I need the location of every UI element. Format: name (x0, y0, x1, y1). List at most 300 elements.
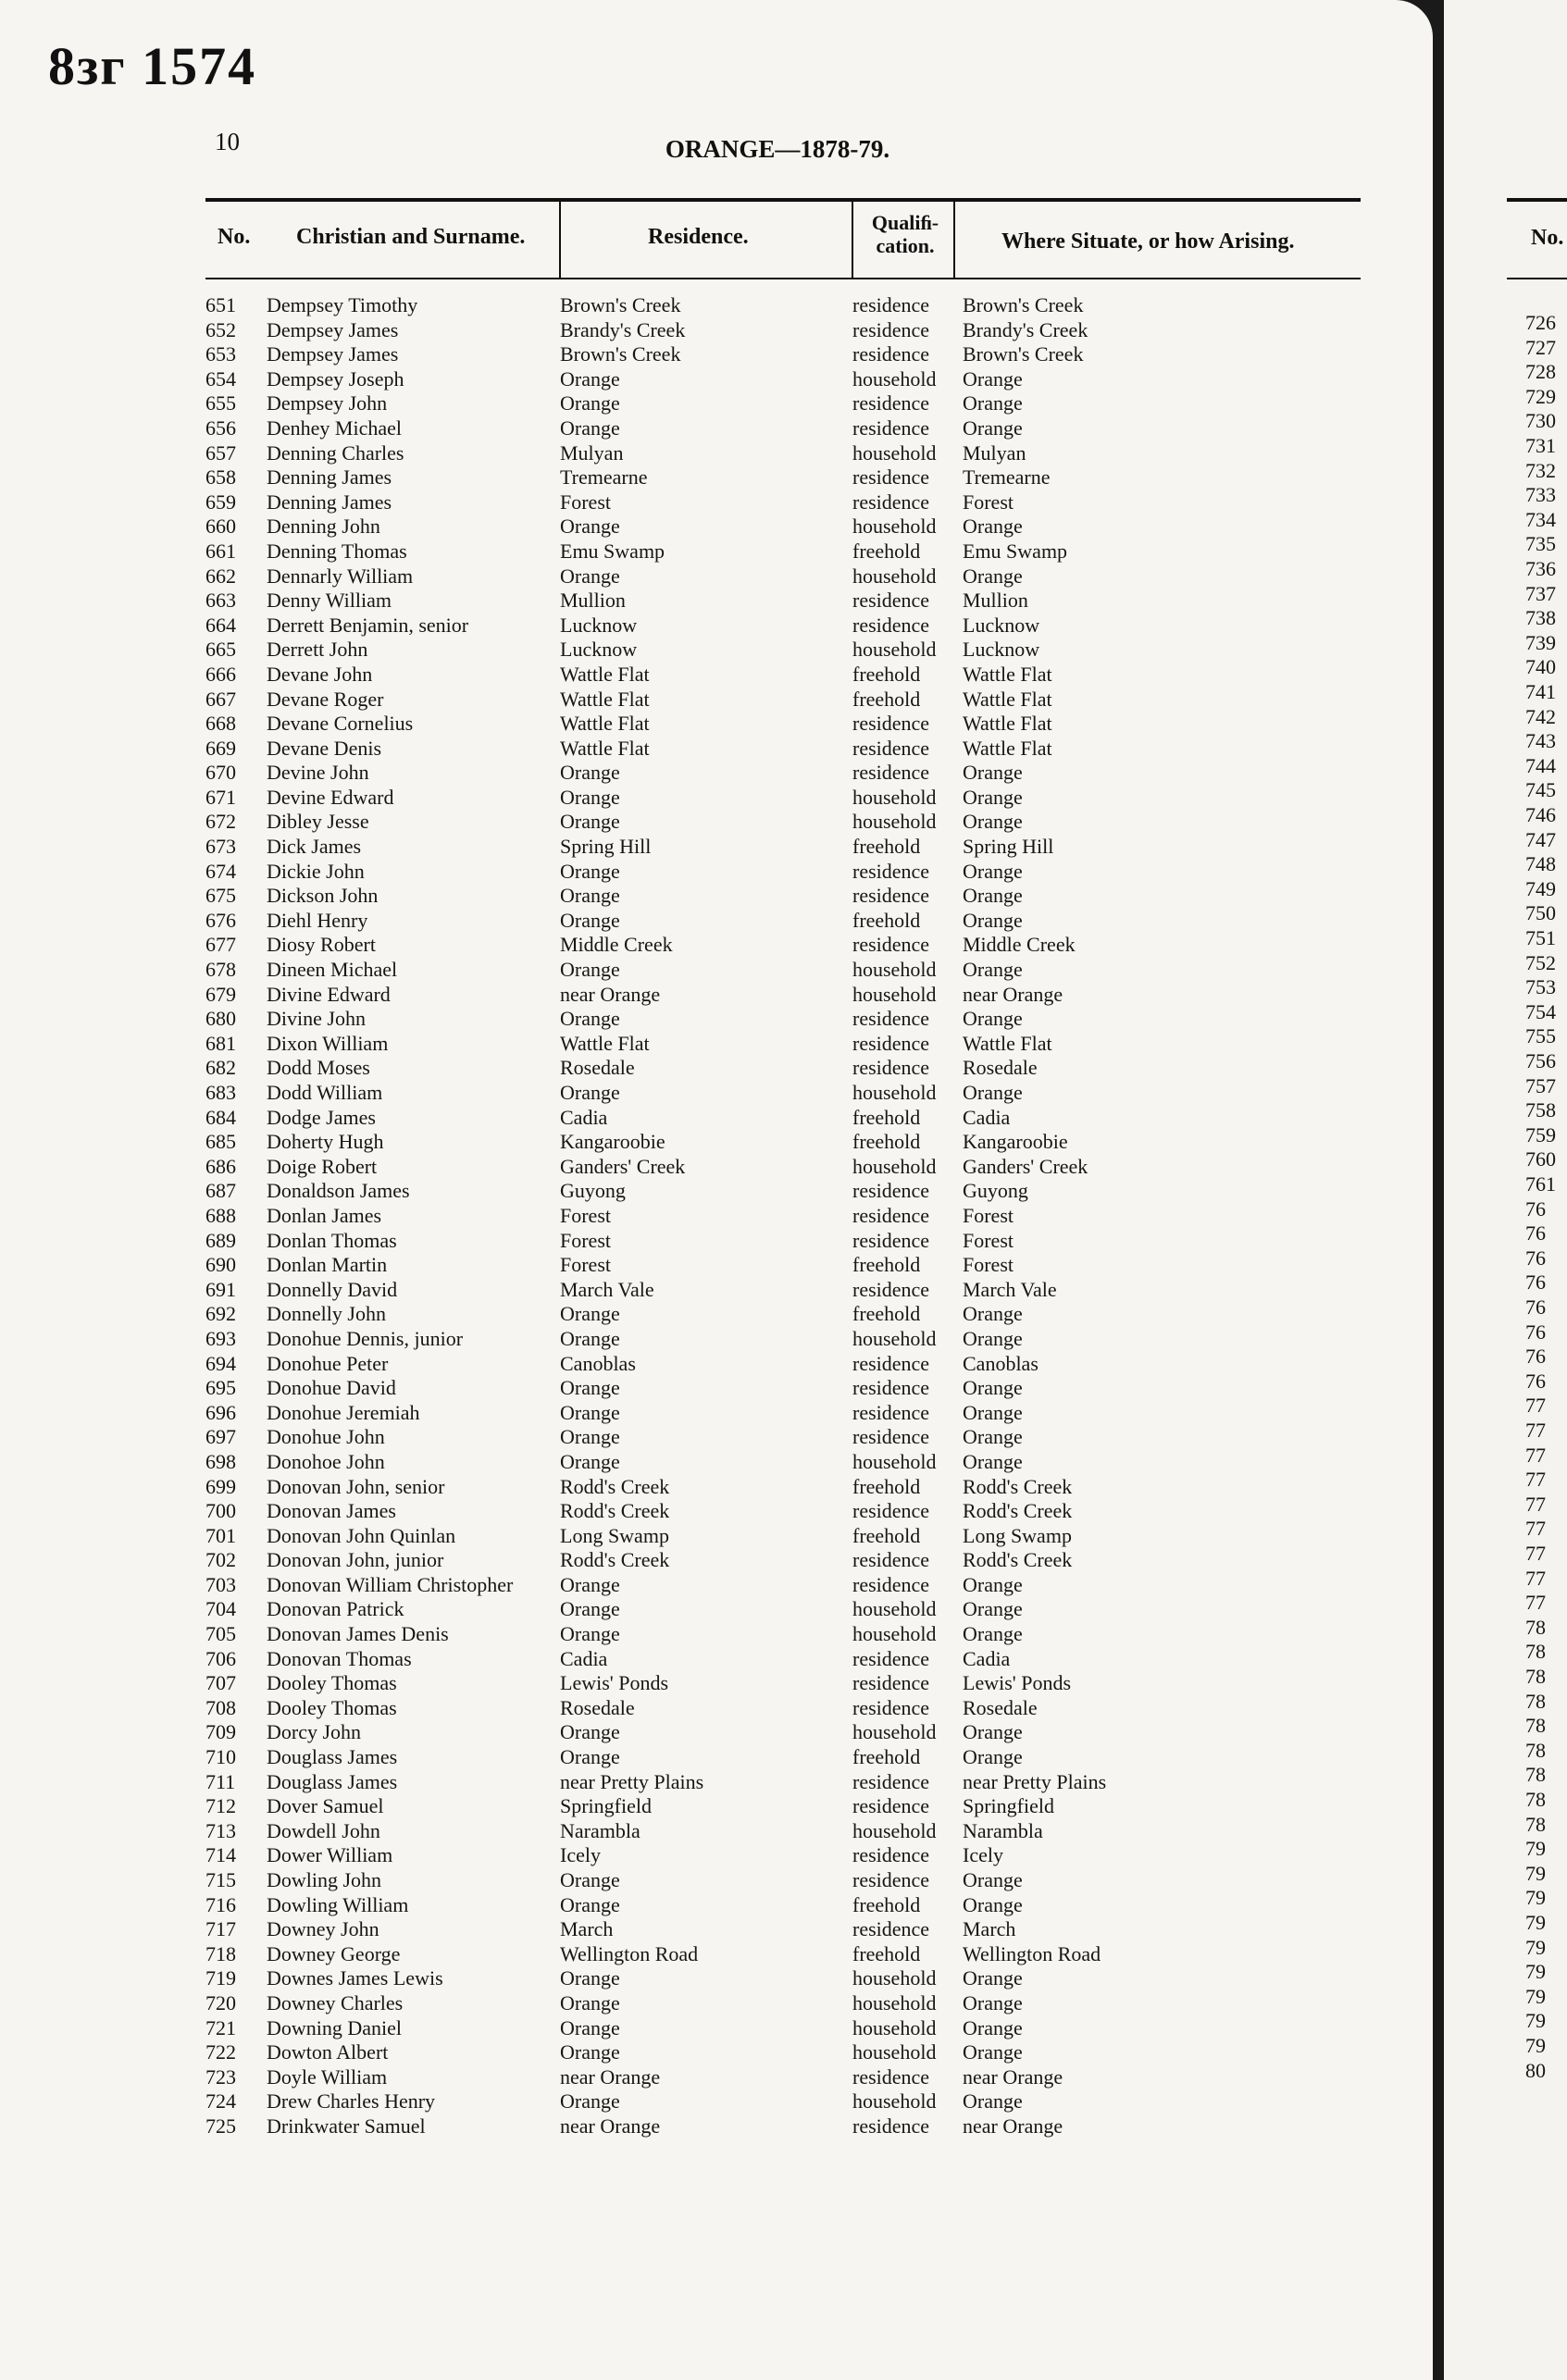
table-row (0, 1745, 1433, 1770)
header-where: Where Situate, or how Arising. (1001, 229, 1295, 254)
entry-name: Donohoe John (267, 1449, 385, 1473)
table-row (0, 490, 1433, 515)
table-row (0, 1573, 1433, 1598)
entry-where: March Vale (963, 1277, 1057, 1301)
entry-qualification: household (852, 1622, 937, 1646)
entry-residence: Middle Creek (560, 933, 673, 957)
entry-qualification: household (852, 638, 937, 662)
entry-number: 671 (205, 785, 236, 809)
table-row (0, 1991, 1433, 2016)
table-row (0, 1671, 1433, 1696)
entry-number: 652 (205, 317, 236, 341)
entry-qualification: freehold (852, 908, 921, 932)
table-row (0, 1007, 1433, 1032)
entry-qualification: residence (852, 1868, 930, 1891)
right-entry-number: 78 (1525, 1738, 1546, 1762)
entry-where: Orange (963, 1081, 1023, 1104)
entry-residence: Wattle Flat (560, 1031, 650, 1055)
entry-name: Dover Samuel (267, 1794, 384, 1818)
entry-name: Donovan Patrick (267, 1597, 404, 1621)
entry-qualification: residence (852, 1917, 930, 1941)
right-entry-number: 739 (1525, 630, 1556, 654)
entry-where: Icely (963, 1843, 1003, 1867)
entry-qualification: residence (852, 1425, 930, 1449)
column-divider (559, 198, 561, 279)
entry-number: 692 (205, 1302, 236, 1326)
entry-qualification: residence (852, 465, 930, 490)
entry-number: 689 (205, 1228, 236, 1252)
entry-name: Donlan Thomas (267, 1228, 397, 1252)
entry-qualification: residence (852, 1572, 930, 1596)
right-entry-number: 741 (1525, 680, 1556, 703)
right-entry-number: 752 (1525, 950, 1556, 974)
entry-residence: Rodd's Creek (560, 1499, 670, 1523)
entry-number: 678 (205, 958, 236, 982)
entry-where: Wattle Flat (963, 687, 1052, 711)
right-entry-number: 77 (1525, 1542, 1546, 1565)
entry-where: Brandy's Creek (963, 317, 1088, 341)
right-entry-number: 757 (1525, 1073, 1556, 1097)
entry-residence: Orange (560, 1302, 620, 1326)
entry-where: Forest (963, 490, 1014, 514)
entry-name: Denning Charles (267, 440, 404, 465)
right-entry-number: 76 (1525, 1345, 1546, 1369)
entry-name: Dowdell John (267, 1818, 380, 1842)
entry-where: Orange (963, 1990, 1023, 2014)
entry-qualification: residence (852, 761, 930, 785)
right-entry-number: 727 (1525, 335, 1556, 359)
table-row (0, 2016, 1433, 2041)
entry-residence: Orange (560, 2089, 620, 2113)
entry-where: Brown's Creek (963, 342, 1084, 366)
entry-name: Downey George (267, 1941, 401, 1965)
entry-residence: Icely (560, 1843, 601, 1867)
entry-qualification: freehold (852, 1523, 921, 1547)
entry-where: near Orange (963, 2113, 1063, 2138)
table-row (0, 1622, 1433, 1647)
right-entry-number: 736 (1525, 557, 1556, 580)
entry-residence: Orange (560, 415, 620, 440)
entry-number: 663 (205, 589, 236, 613)
entry-name: Donlan James (267, 1203, 382, 1227)
table-row (0, 1475, 1433, 1500)
entry-number: 675 (205, 884, 236, 908)
table-row (0, 1327, 1433, 1352)
right-entry-number: 79 (1525, 2009, 1546, 2033)
right-entry-number: 79 (1525, 1886, 1546, 1910)
entry-where: Wattle Flat (963, 1031, 1052, 1055)
entry-qualification: residence (852, 613, 930, 637)
table-row (0, 465, 1433, 490)
entry-qualification: household (852, 366, 937, 390)
entry-where: Wellington Road (963, 1941, 1101, 1965)
entry-where: Orange (963, 1400, 1023, 1424)
entry-number: 719 (205, 1966, 236, 1990)
entry-residence: Cadia (560, 1646, 608, 1670)
table-row (0, 2065, 1433, 2090)
entry-where: Orange (963, 1007, 1023, 1031)
right-entry-number: 77 (1525, 1492, 1546, 1516)
table-row (0, 761, 1433, 786)
entry-number: 700 (205, 1499, 236, 1523)
entry-where: Orange (963, 1572, 1023, 1596)
entry-qualification: residence (852, 317, 930, 341)
entry-number: 710 (205, 1745, 236, 1769)
entry-qualification: freehold (852, 1302, 921, 1326)
entry-number: 683 (205, 1081, 236, 1104)
entry-residence: near Orange (560, 982, 661, 1006)
entry-number: 711 (205, 1769, 236, 1793)
entry-residence: Orange (560, 1622, 620, 1646)
table-row (0, 589, 1433, 614)
entry-residence: Orange (560, 1745, 620, 1769)
right-entry-number: 746 (1525, 803, 1556, 826)
entry-qualification: residence (852, 1794, 930, 1818)
right-entry-number: 758 (1525, 1098, 1556, 1122)
entry-residence: Orange (560, 391, 620, 415)
entry-where: Rosedale (963, 1056, 1038, 1080)
entry-number: 679 (205, 982, 236, 1006)
entry-name: Donovan John, senior (267, 1474, 445, 1498)
entry-qualification: household (852, 1597, 937, 1621)
entry-where: Orange (963, 1745, 1023, 1769)
entry-name: Dempsey James (267, 342, 399, 366)
entry-number: 722 (205, 2040, 236, 2064)
entry-where: Mullion (963, 589, 1028, 613)
entry-residence: Brandy's Creek (560, 317, 686, 341)
table-row (0, 786, 1433, 811)
entry-residence: Wellington Road (560, 1941, 699, 1965)
table-row (0, 958, 1433, 983)
right-entry-number: 747 (1525, 827, 1556, 851)
right-entry-number: 754 (1525, 999, 1556, 1023)
entry-number: 716 (205, 1892, 236, 1916)
entry-where: Orange (963, 1892, 1023, 1916)
right-entry-number: 79 (1525, 1861, 1546, 1885)
entry-qualification: residence (852, 1228, 930, 1252)
entry-qualification: residence (852, 884, 930, 908)
entry-name: Drinkwater Samuel (267, 2113, 426, 2138)
entry-where: Orange (963, 908, 1023, 932)
right-entry-number: 744 (1525, 753, 1556, 777)
entry-where: Orange (963, 1449, 1023, 1473)
entry-name: Downey Charles (267, 1990, 404, 2014)
right-entry-number: 738 (1525, 606, 1556, 630)
right-entry-number: 759 (1525, 1122, 1556, 1147)
entry-where: Rodd's Creek (963, 1499, 1073, 1523)
entry-residence: Orange (560, 785, 620, 809)
entry-where: Orange (963, 884, 1023, 908)
entry-qualification: residence (852, 1769, 930, 1793)
right-entry-number: 733 (1525, 483, 1556, 507)
entry-residence: Orange (560, 859, 620, 883)
entry-qualification: household (852, 440, 937, 465)
entry-residence: Orange (560, 1081, 620, 1104)
entry-name: Donohue John (267, 1425, 385, 1449)
entry-name: Dickson John (267, 884, 379, 908)
entry-number: 666 (205, 662, 236, 686)
entry-qualification: residence (852, 1031, 930, 1055)
entry-qualification: freehold (852, 1130, 921, 1154)
right-entry-number: 77 (1525, 1591, 1546, 1615)
entry-name: Dempsey John (267, 391, 388, 415)
right-entry-number: 756 (1525, 1049, 1556, 1072)
entry-name: Donnelly John (267, 1302, 386, 1326)
entry-number: 685 (205, 1130, 236, 1154)
entry-where: Wattle Flat (963, 662, 1052, 686)
entry-qualification: household (852, 1818, 937, 1842)
entry-number: 682 (205, 1056, 236, 1080)
entry-residence: Spring Hill (560, 835, 652, 859)
entry-qualification: residence (852, 1695, 930, 1719)
entry-residence: Forest (560, 1253, 611, 1277)
table-row (0, 1179, 1433, 1204)
entry-qualification: household (852, 2089, 937, 2113)
entry-qualification: household (852, 982, 937, 1006)
entry-qualification: freehold (852, 1892, 921, 1916)
entry-where: Lucknow (963, 638, 1040, 662)
right-entry-number: 745 (1525, 778, 1556, 802)
archive-stamp: 8зг 1574 (48, 36, 257, 96)
entry-number: 720 (205, 1990, 236, 2014)
entry-residence: Wattle Flat (560, 687, 650, 711)
right-entry-number: 79 (1525, 2034, 1546, 2057)
entry-where: Orange (963, 415, 1023, 440)
entry-number: 660 (205, 514, 236, 539)
table-row (0, 1696, 1433, 1721)
entry-name: Devine Edward (267, 785, 394, 809)
table-row (0, 1106, 1433, 1131)
entry-where: Canoblas (963, 1351, 1038, 1375)
entry-qualification: residence (852, 2113, 930, 2138)
right-entry-number: 78 (1525, 1665, 1546, 1688)
table-row (0, 1229, 1433, 1254)
right-entry-number: 730 (1525, 409, 1556, 433)
column-divider (852, 198, 853, 279)
entry-number: 724 (205, 2089, 236, 2113)
table-row (0, 1794, 1433, 1819)
entry-where: Guyong (963, 1179, 1028, 1203)
right-header-no: No. (1531, 226, 1564, 250)
entry-residence: Orange (560, 2015, 620, 2039)
entry-residence: Orange (560, 1425, 620, 1449)
entry-where: Long Swamp (963, 1523, 1072, 1547)
table-row (0, 1499, 1433, 1524)
entry-qualification: residence (852, 391, 930, 415)
entry-where: Wattle Flat (963, 712, 1052, 736)
right-entry-number: 740 (1525, 655, 1556, 679)
entry-where: Wattle Flat (963, 736, 1052, 760)
entry-number: 701 (205, 1523, 236, 1547)
entry-qualification: household (852, 514, 937, 539)
right-entry-number: 76 (1525, 1196, 1546, 1221)
entry-residence: Wattle Flat (560, 712, 650, 736)
entry-residence: Lucknow (560, 638, 638, 662)
entry-residence: Lucknow (560, 613, 638, 637)
right-entry-number: 748 (1525, 852, 1556, 876)
right-entry-number: 731 (1525, 434, 1556, 457)
right-entry-number: 77 (1525, 1394, 1546, 1418)
entry-where: Orange (963, 391, 1023, 415)
entry-name: Downing Daniel (267, 2015, 403, 2039)
entry-number: 704 (205, 1597, 236, 1621)
entry-number: 662 (205, 564, 236, 588)
entry-where: Orange (963, 1868, 1023, 1891)
entry-qualification: freehold (852, 1105, 921, 1129)
entry-where: Forest (963, 1228, 1014, 1252)
entry-name: Divine Edward (267, 982, 391, 1006)
right-entry-number: 726 (1525, 311, 1556, 334)
entry-where: Cadia (963, 1646, 1011, 1670)
entry-qualification: residence (852, 1007, 930, 1031)
entry-number: 680 (205, 1007, 236, 1031)
entry-residence: Narambla (560, 1818, 640, 1842)
entry-residence: Rodd's Creek (560, 1474, 670, 1498)
entry-residence: Orange (560, 2040, 620, 2064)
entry-where: Narambla (963, 1818, 1043, 1842)
entry-name: Donaldson James (267, 1179, 410, 1203)
entry-number: 706 (205, 1646, 236, 1670)
entry-where: Orange (963, 859, 1023, 883)
right-entry-number: 76 (1525, 1320, 1546, 1344)
entry-where: Rosedale (963, 1695, 1038, 1719)
entry-name: Dowling John (267, 1868, 382, 1891)
entry-number: 697 (205, 1425, 236, 1449)
entry-number: 655 (205, 391, 236, 415)
entry-number: 651 (205, 293, 236, 316)
entry-number: 715 (205, 1868, 236, 1891)
entry-name: Donohue David (267, 1376, 396, 1400)
entry-qualification: freehold (852, 1253, 921, 1277)
entry-residence: March (560, 1917, 614, 1941)
entry-name: Donnelly David (267, 1277, 398, 1301)
table-row (0, 1376, 1433, 1401)
entry-number: 712 (205, 1794, 236, 1818)
entry-residence: Brown's Creek (560, 342, 681, 366)
right-entry-number: 76 (1525, 1295, 1546, 1319)
entry-name: Dempsey Timothy (267, 293, 418, 316)
entry-residence: Orange (560, 1966, 620, 1990)
entry-name: Donovan James (267, 1499, 396, 1523)
entry-number: 667 (205, 687, 236, 711)
entry-name: Derrett Benjamin, senior (267, 613, 469, 637)
entry-residence: Tremearne (560, 465, 648, 490)
entry-name: Devane Denis (267, 736, 382, 760)
entry-name: Douglass James (267, 1769, 398, 1793)
entry-number: 691 (205, 1277, 236, 1301)
entry-qualification: residence (852, 293, 930, 316)
entry-number: 657 (205, 440, 236, 465)
table-row (0, 1352, 1433, 1377)
entry-qualification: residence (852, 2064, 930, 2089)
entry-qualification: freehold (852, 1474, 921, 1498)
entry-residence: Orange (560, 514, 620, 539)
table-row (0, 638, 1433, 663)
table-row (0, 1917, 1433, 1942)
entry-residence: Forest (560, 490, 611, 514)
entry-number: 693 (205, 1326, 236, 1350)
entry-residence: Orange (560, 810, 620, 834)
entry-qualification: residence (852, 1646, 930, 1670)
right-entry-number: 78 (1525, 1812, 1546, 1836)
table-row (0, 933, 1433, 958)
right-entry-number: 77 (1525, 1468, 1546, 1492)
entry-where: Forest (963, 1253, 1014, 1277)
page-title: ORANGE—1878-79. (665, 135, 890, 163)
table-row (0, 737, 1433, 762)
right-entry-number: 749 (1525, 876, 1556, 900)
entry-qualification: residence (852, 1548, 930, 1572)
entry-name: Denning Thomas (267, 539, 407, 563)
entry-name: Dick James (267, 835, 362, 859)
entry-name: Devine John (267, 761, 369, 785)
entry-where: Orange (963, 1720, 1023, 1744)
right-entry-number: 755 (1525, 1024, 1556, 1048)
header-residence: Residence. (648, 225, 749, 249)
entry-number: 664 (205, 613, 236, 637)
table-header-rule (205, 278, 1361, 279)
entry-where: Orange (963, 2015, 1023, 2039)
right-entry-number: 761 (1525, 1172, 1556, 1196)
table-row (0, 2040, 1433, 2065)
entry-qualification: residence (852, 1056, 930, 1080)
table-row (0, 1425, 1433, 1450)
entry-number: 695 (205, 1376, 236, 1400)
entry-qualification: residence (852, 1499, 930, 1523)
entry-name: Dower William (267, 1843, 393, 1867)
entry-where: Orange (963, 1376, 1023, 1400)
right-entry-number: 78 (1525, 1689, 1546, 1713)
entry-residence: Orange (560, 1376, 620, 1400)
table-row (0, 614, 1433, 638)
entry-where: Orange (963, 2040, 1023, 2064)
entry-residence: Rosedale (560, 1695, 635, 1719)
entry-number: 670 (205, 761, 236, 785)
entry-number: 698 (205, 1449, 236, 1473)
entry-qualification: freehold (852, 1745, 921, 1769)
entry-name: Devane Roger (267, 687, 384, 711)
entry-name: Denning James (267, 490, 392, 514)
entry-name: Dibley Jesse (267, 810, 369, 834)
entry-number: 705 (205, 1622, 236, 1646)
right-entry-number: 729 (1525, 384, 1556, 408)
column-divider (953, 198, 955, 279)
right-entry-number: 79 (1525, 1837, 1546, 1861)
table-row (0, 293, 1433, 318)
table-row (0, 688, 1433, 713)
right-entry-number: 750 (1525, 901, 1556, 925)
right-entry-number: 760 (1525, 1147, 1556, 1171)
entry-number: 708 (205, 1695, 236, 1719)
entry-qualification: residence (852, 1843, 930, 1867)
entry-residence: Orange (560, 884, 620, 908)
table-row (0, 1893, 1433, 1918)
table-row (0, 564, 1433, 589)
entry-residence: Canoblas (560, 1351, 636, 1375)
entry-qualification: household (852, 1326, 937, 1350)
entry-number: 714 (205, 1843, 236, 1867)
entry-number: 668 (205, 712, 236, 736)
right-entry-number: 728 (1525, 360, 1556, 384)
entry-where: Rodd's Creek (963, 1548, 1073, 1572)
right-page-top-rule (1507, 198, 1567, 202)
entry-residence: Forest (560, 1228, 611, 1252)
entry-residence: March Vale (560, 1277, 654, 1301)
table-row (0, 909, 1433, 934)
entry-where: Orange (963, 761, 1023, 785)
table-row (0, 1032, 1433, 1057)
entry-number: 669 (205, 736, 236, 760)
